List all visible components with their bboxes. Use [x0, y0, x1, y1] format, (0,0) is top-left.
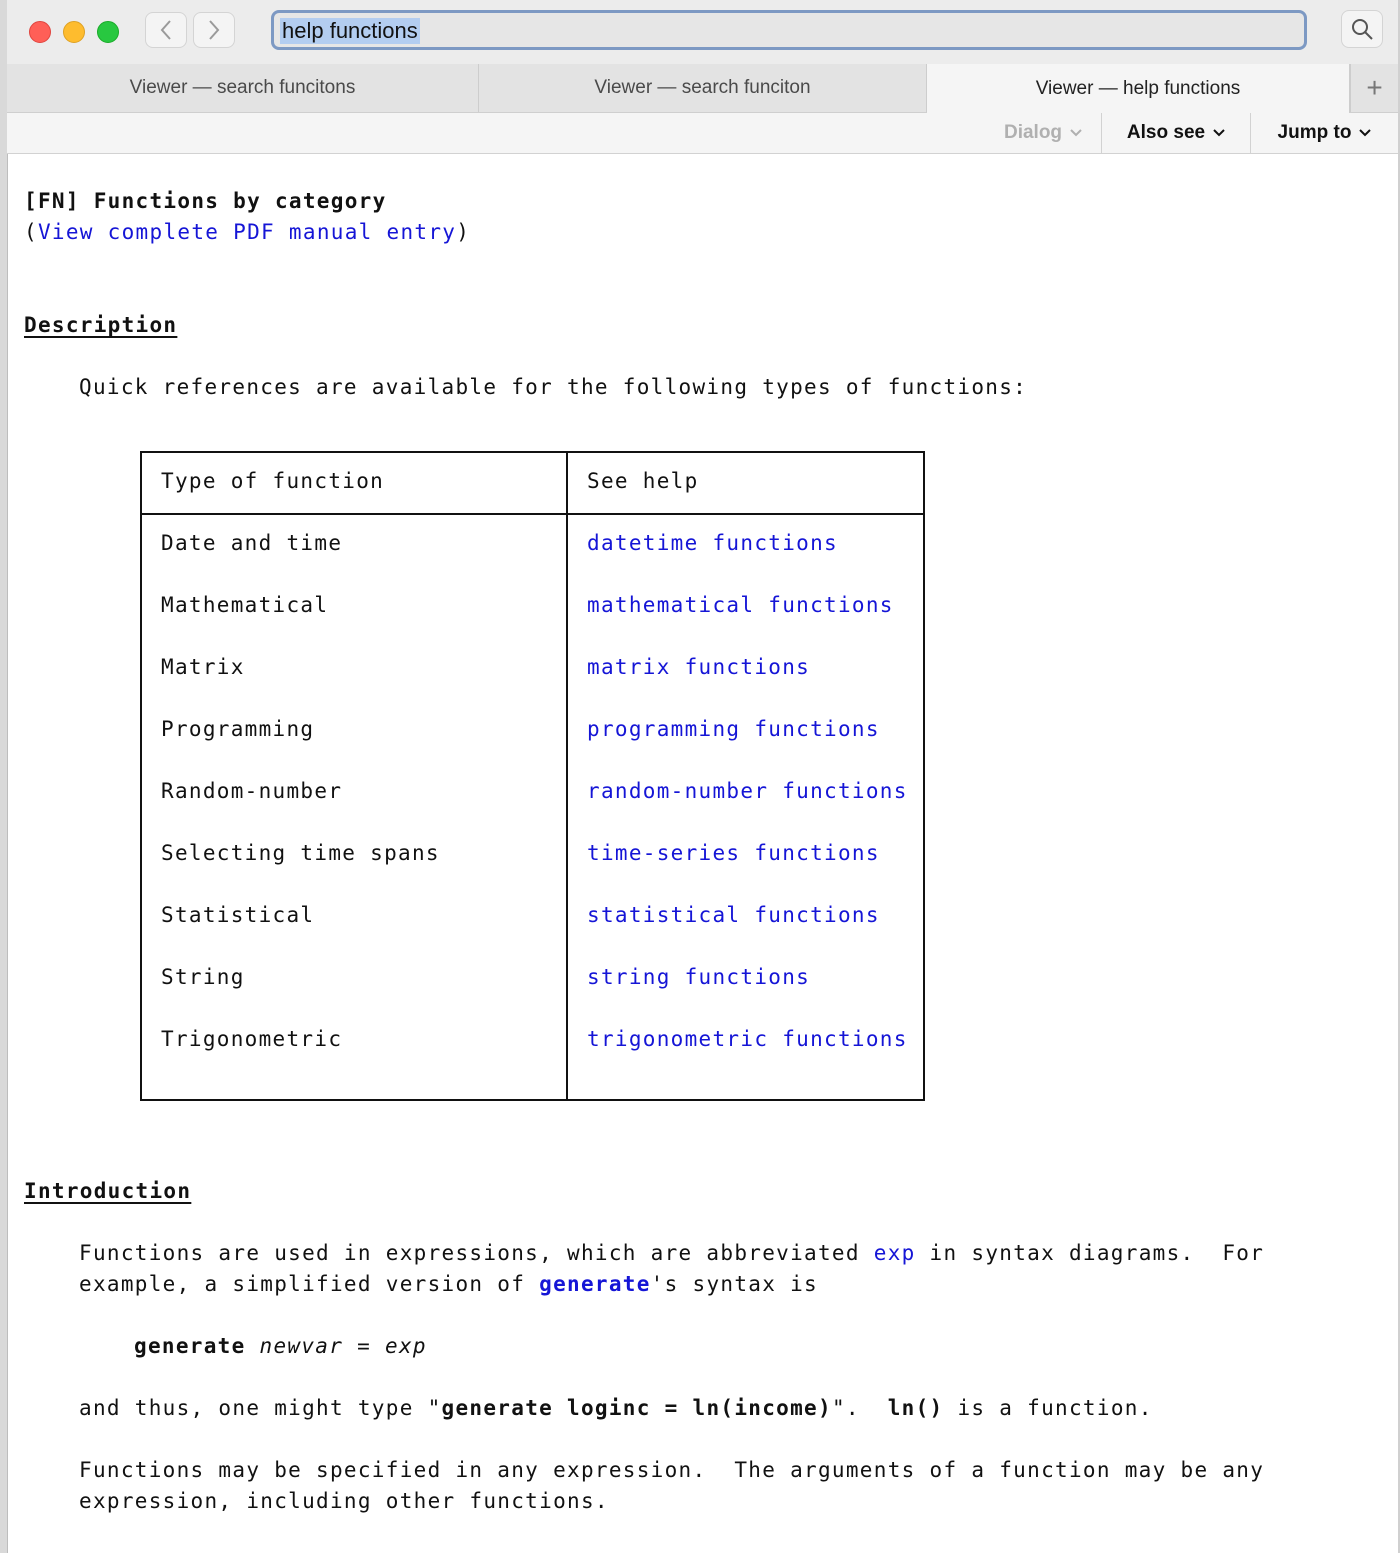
table-row-type: Statistical — [161, 903, 315, 927]
table-row-help-link[interactable]: mathematical functions — [587, 593, 894, 617]
intro-text: Functions are used in expressions, which are abbreviated — [79, 1241, 874, 1265]
chevron-down-icon — [1359, 129, 1371, 137]
table-row-help-link[interactable]: trigonometric functions — [587, 1027, 908, 1051]
description-heading: Description — [24, 313, 178, 337]
table-row-type: Programming — [161, 717, 315, 741]
table-divider-vertical — [566, 453, 568, 1099]
table-row-type: String — [161, 965, 245, 989]
tab-viewer-1[interactable]: Viewer — search funcitons — [7, 64, 479, 112]
table-divider-horizontal — [142, 513, 923, 515]
table-row-type: Trigonometric — [161, 1027, 343, 1051]
command-input-text: help functions — [282, 18, 418, 43]
chevron-right-icon — [207, 19, 221, 41]
dialog-menu[interactable] — [985, 113, 1101, 153]
back-button[interactable] — [145, 12, 187, 48]
paren-open: ( — [24, 220, 38, 244]
table-row-help-link[interactable]: matrix functions — [587, 655, 811, 679]
forward-button[interactable] — [193, 12, 235, 48]
chevron-down-icon — [1070, 129, 1082, 137]
also-see-label: Also see — [1126, 122, 1206, 143]
ln-function: ln() — [887, 1396, 944, 1420]
page-title: [FN] Functions by category — [24, 189, 387, 213]
description-text: Quick references are available for the following types of functions: — [79, 375, 1028, 399]
syntax-example — [134, 1334, 427, 1358]
example-line — [79, 1396, 1153, 1420]
table-header-help: See help — [587, 469, 699, 493]
chevron-down-icon — [1213, 129, 1225, 137]
arguments-line-2: expression, including other functions. — [79, 1489, 609, 1513]
also-see-menu[interactable] — [1101, 113, 1251, 153]
close-window-button[interactable] — [29, 21, 51, 43]
intro-paragraph-line-2 — [79, 1272, 818, 1296]
jump-to-menu[interactable] — [1251, 113, 1398, 153]
exp-link[interactable]: exp — [873, 1241, 916, 1265]
example-text: ". — [831, 1396, 888, 1420]
title-bar — [7, 0, 1398, 65]
search-icon — [1350, 17, 1374, 41]
viewer-toolbar — [7, 113, 1398, 154]
syntax-exp: exp — [385, 1334, 427, 1358]
table-row-type: Date and time — [161, 531, 343, 555]
jump-to-label: Jump to — [1277, 122, 1352, 143]
table-row-help-link[interactable]: datetime functions — [587, 531, 838, 555]
dialog-menu-label: Dialog — [1003, 122, 1063, 143]
tab-viewer-active[interactable]: Viewer — help functions — [927, 64, 1350, 113]
zoom-window-button[interactable] — [97, 21, 119, 43]
table-row-help-link[interactable]: statistical functions — [587, 903, 880, 927]
syntax-equals: = — [343, 1334, 386, 1358]
intro-text: example, a simplified version of — [79, 1272, 540, 1296]
function-table — [140, 451, 925, 1101]
table-row-help-link[interactable]: programming functions — [587, 717, 880, 741]
example-code: generate loginc = ln(income) — [441, 1396, 832, 1420]
tab-viewer-2[interactable]: Viewer — search funciton — [479, 64, 927, 112]
table-row-type: Mathematical — [161, 593, 329, 617]
table-row-type: Selecting time spans — [161, 841, 440, 865]
table-row-type: Matrix — [161, 655, 245, 679]
pdf-link-line — [24, 220, 470, 244]
syntax-command: generate — [134, 1334, 246, 1358]
table-row-help-link[interactable]: string functions — [587, 965, 811, 989]
command-input[interactable] — [271, 10, 1307, 50]
tab-bar — [7, 64, 1398, 113]
introduction-heading: Introduction — [24, 1179, 192, 1203]
example-text: is a function. — [943, 1396, 1153, 1420]
example-text: and thus, one might type " — [79, 1396, 442, 1420]
arguments-line-1: Functions may be specified in any expression. The arguments of a function may be any — [79, 1458, 1265, 1482]
intro-text: 's syntax is — [650, 1272, 818, 1296]
intro-text: in syntax diagrams. For — [915, 1241, 1265, 1265]
search-button[interactable] — [1341, 10, 1383, 48]
pdf-manual-link[interactable]: View complete PDF manual entry — [37, 220, 457, 244]
paren-close: ) — [456, 220, 471, 244]
syntax-newvar: newvar — [259, 1334, 344, 1358]
table-row-type: Random-number — [161, 779, 343, 803]
intro-paragraph-line-1 — [79, 1241, 1264, 1265]
table-row-help-link[interactable]: time-series functions — [587, 841, 880, 865]
table-row-help-link[interactable]: random-number functions — [587, 779, 908, 803]
chevron-left-icon — [159, 19, 173, 41]
background-window-edge — [0, 0, 8, 1553]
new-tab-button[interactable]: + — [1350, 64, 1398, 112]
table-header-type: Type of function — [161, 469, 385, 493]
generate-link[interactable]: generate — [539, 1272, 651, 1296]
minimize-window-button[interactable] — [63, 21, 85, 43]
